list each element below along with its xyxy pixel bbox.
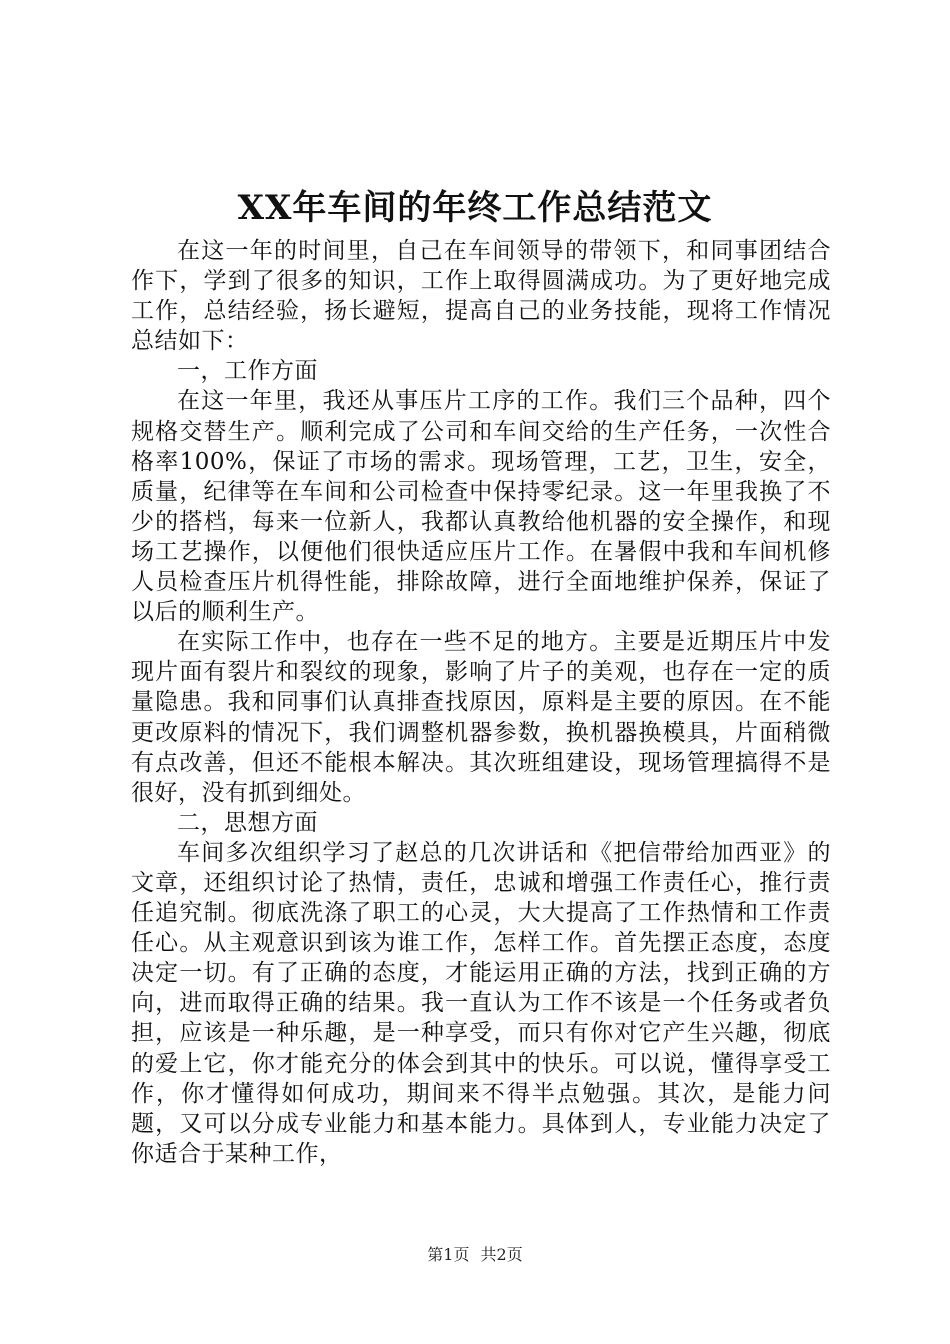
paragraph-work-shortcomings: 在实际工作中，也存在一些不足的地方。主要是近期压片中发现片面有裂片和裂纹的现象，影响了片子的美观，也存在一定的质量隐患。我和同事们认真排查找原因，原料是主要的原因。在不能更改原料的情况下，我们调整机器参数，换机器换模具，片面稍微有点改善，但还不能根本解决。其次班组建设，现场管理搞得不是很好，没有抓到细处。 (131, 629, 831, 806)
document-body (131, 236, 831, 1169)
section-heading-work: 一，工作方面 (177, 358, 318, 385)
page-total: 共2页 (480, 1245, 523, 1264)
page-footer (0, 1243, 950, 1267)
paragraph-work-achievements: 在这一年里，我还从事压片工序的工作。我们三个品种，四个规格交替生产。顺利完成了公司和车间交给的生产任务，一次性合格率100%，保证了市场的需求。现场管理，工艺，卫生，安全，质量，纪律等在车间和公司检查中保持零纪录。这一年里我换了不少的搭档，每来一位新人，我都认真教给他机器的安全操作，和现场工艺操作，以便他们很快适应压片工作。在暑假中我和车间机修人员检查压片机得性能，排除故障，进行全面地维护保养，保证了以后的顺利生产。 (131, 388, 831, 626)
paragraph-thought: 车间多次组织学习了赵总的几次讲话和《把信带给加西亚》的文章，还组织讨论了热情，责任，忠诚和增强工作责任心，推行责任追究制。彻底洗涤了职工的心灵，大大提高了工作热情和工作责任心。从主观意识到该为谁工作，怎样工作。首先摆正态度，态度决定一切。有了正确的态度，才能运用正确的方法，找到正确的方向，进而取得正确的结果。我一直认为工作不该是一个任务或者负担，应该是一种乐趣，是一种享受，而只有你对它产生兴趣，彻底的爱上它，你才能充分的体会到其中的快乐。可以说，懂得享受工作，你才懂得如何成功，期间来不得半点勉强。其次，是能力问题，又可以分成专业能力和基本能力。具体到人，专业能力决定了你适合于某种工作， (131, 839, 831, 1167)
section-heading-thought: 二，思想方面 (177, 809, 318, 836)
paragraph-intro: 在这一年的时间里，自己在车间领导的带领下，和同事团结合作下，学到了很多的知识，工作上取得圆满成功。为了更好地完成工作，总结经验，扬长避短，提高自己的业务技能，现将工作情况总结如下： (131, 238, 831, 355)
document-title: XX年车间的年终工作总结范文 (237, 188, 713, 228)
page-number: 第1页 (427, 1245, 470, 1264)
